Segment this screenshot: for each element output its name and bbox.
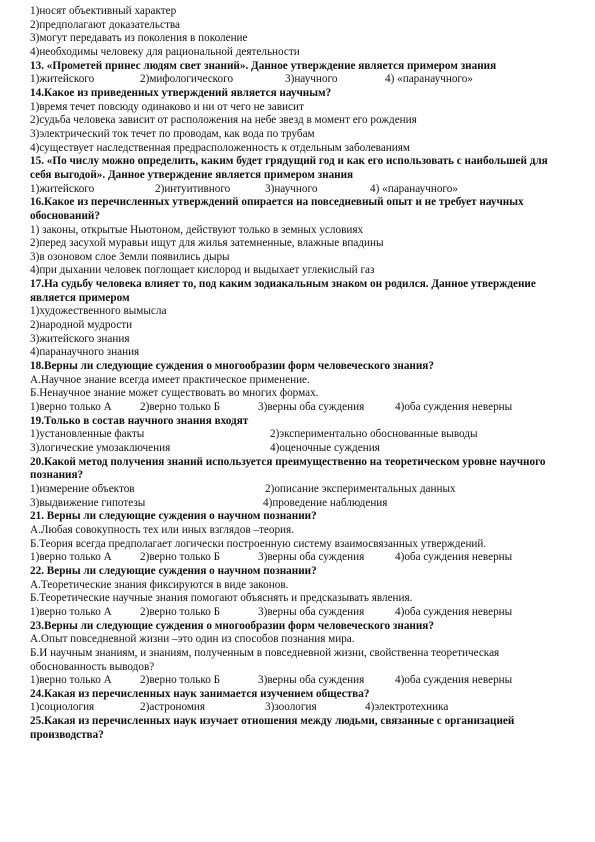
q16-option-1: 1) законы, открытые Ньютоном, действуют только в земных условиях bbox=[30, 223, 364, 236]
q14-option-3: 3)электрический ток течет по проводам, как вода по трубам bbox=[30, 127, 315, 140]
q21-options bbox=[30, 551, 570, 565]
q13-question: 13. «Прометей принес людям свет знаний». Данное утверждение является примером знания bbox=[30, 59, 497, 72]
q25-question-line-1: 25.Какая из перечисленных наук изучает отношения между людьми, связанные с организацией bbox=[30, 715, 515, 728]
q21-statement-a: А.Любая совокупность тех или иных взглядов –теория. bbox=[30, 523, 294, 536]
q24-option-3: 3)зоология bbox=[265, 701, 317, 714]
q15-options bbox=[30, 183, 570, 197]
q15-option-2: 2)интуитивного bbox=[155, 182, 231, 195]
q23-options bbox=[30, 674, 570, 688]
q13-option-4: 4) «паранаучного» bbox=[385, 73, 473, 86]
q20-options-row-1 bbox=[30, 483, 570, 497]
test-page bbox=[30, 5, 570, 742]
q22-options bbox=[30, 606, 570, 620]
q17-option-4: 4)паранаучного знания bbox=[30, 346, 140, 359]
q16-question-line-2: обоснований? bbox=[30, 209, 100, 222]
q15-option-3: 3)научного bbox=[265, 182, 318, 195]
q18-options bbox=[30, 401, 570, 415]
q25-question-line-2: производства? bbox=[30, 728, 104, 741]
q22-option-1: 1)верно только А bbox=[30, 605, 112, 618]
q19-option-2: 2)экспериментально обоснованные выводы bbox=[270, 428, 478, 441]
q21-option-4: 4)оба суждения неверны bbox=[395, 551, 513, 564]
q23-option-2: 2)верно только Б bbox=[140, 674, 221, 687]
q14-question: 14.Какое из приведенных утверждений является научным? bbox=[30, 86, 332, 99]
q21-statement-b: Б.Теория всегда предполагает логически построенную систему взаимосвязанных утверждений. bbox=[30, 537, 487, 550]
q15-option-4: 4) «паранаучного» bbox=[370, 182, 458, 195]
q15-question-line-1: 15. «По числу можно определить, каким будет грядущий год и как его использовать с наибольшей для bbox=[30, 155, 548, 168]
q22-option-2: 2)верно только Б bbox=[140, 605, 221, 618]
q21-question: 21. Верны ли следующие суждения о научном познании? bbox=[30, 510, 317, 523]
q22-question: 22. Верны ли следующие суждения о научном познании? bbox=[30, 564, 317, 577]
q23-option-3: 3)верны оба суждения bbox=[258, 674, 365, 687]
q13-option-2: 2)мифологического bbox=[140, 73, 234, 86]
q13-option-3: 3)научного bbox=[285, 73, 338, 86]
q24-options bbox=[30, 701, 570, 715]
q20-option-4: 4)проведение наблюдения bbox=[263, 496, 388, 509]
q19-options-row-1 bbox=[30, 428, 570, 442]
q22-statement-a: А.Теоретические знания фиксируются в виде законов. bbox=[30, 578, 289, 591]
q13-option-1: 1)житейского bbox=[30, 73, 95, 86]
q19-option-1: 1)установленные факты bbox=[30, 428, 145, 441]
q18-option-3: 3)верны оба суждения bbox=[258, 401, 365, 414]
q23-statement-a: А.Опыт повседневной жизни –это один из способов познания мира. bbox=[30, 633, 355, 646]
q20-question-line-2: познания? bbox=[30, 469, 84, 482]
q16-option-3: 3)в озоновом слое Земли появились дыры bbox=[30, 250, 230, 263]
q13-options bbox=[30, 73, 570, 87]
q16-question-line-1: 16.Какое из перечисленных утверждений опирается на повседневный опыт и не требует научных bbox=[30, 196, 524, 209]
q19-option-3: 3)логические умозаключения bbox=[30, 442, 171, 454]
q17-question-line-2: является примером bbox=[30, 291, 130, 304]
q23-statement-b-line-2: обоснованность выводов? bbox=[30, 660, 155, 673]
q18-question: 18.Верны ли следующие суждения о многообразии форм человеческого знания? bbox=[30, 360, 434, 373]
q23-statement-b-line-1: Б.И научным знаниям, и знаниям, полученным в повседневной жизни, свойственна теоретическая bbox=[30, 646, 500, 659]
q17-option-1: 1)художественного вымысла bbox=[30, 305, 167, 318]
q21-option-1: 1)верно только А bbox=[30, 551, 112, 564]
q18-statement-a: А.Научное знание всегда имеет практическое применение. bbox=[30, 373, 310, 386]
q14-option-1: 1)время течет повсюду одинаково и ни от чего не зависит bbox=[30, 100, 304, 113]
q22-option-4: 4)оба суждения неверны bbox=[395, 605, 513, 618]
q18-option-1: 1)верно только А bbox=[30, 401, 112, 414]
q17-option-2: 2)народной мудрости bbox=[30, 319, 133, 332]
q17-question-line-1: 17.На судьбу человека влияет то, под каким зодиакальным знаком он родился. Данное утверждение bbox=[30, 278, 536, 291]
q21-option-3: 3)верны оба суждения bbox=[258, 551, 365, 564]
q18-option-4: 4)оба суждения неверны bbox=[395, 401, 513, 414]
q23-option-4: 4)оба суждения неверны bbox=[395, 674, 513, 687]
q15-option-1: 1)житейского bbox=[30, 182, 95, 195]
q20-option-3: 3)выдвижение гипотезы bbox=[30, 496, 146, 509]
q22-statement-b: Б.Теоретические научные знания помогают объяснять и предсказывать явления. bbox=[30, 592, 413, 605]
q12-option-1: 1)носят объективный характер bbox=[30, 5, 177, 17]
q17-option-3: 3)житейского знания bbox=[30, 332, 130, 345]
q15-question-line-2: себя выгодой». Данное утверждение является примером знания bbox=[30, 168, 354, 181]
q12-option-4: 4)необходимы человеку для рациональной деятельности bbox=[30, 45, 300, 58]
q19-question: 19.Только в состав научного знания входят bbox=[30, 414, 249, 427]
q16-option-4: 4)при дыхании человек поглощает кислород и выдыхает углекислый газ bbox=[30, 264, 375, 277]
q24-option-4: 4)электротехника bbox=[365, 701, 449, 714]
q19-option-4: 4)оценочные суждения bbox=[270, 442, 380, 454]
q18-statement-b: Б.Ненаучное знание может существовать во многих формах. bbox=[30, 387, 319, 400]
q14-option-2: 2)судьба человека зависит от расположения на небе звезд в момент его рождения bbox=[30, 114, 417, 127]
q22-option-3: 3)верны оба суждения bbox=[258, 605, 365, 618]
q20-options-row-2 bbox=[30, 497, 570, 511]
q23-option-1: 1)верно только А bbox=[30, 674, 112, 687]
q18-option-2: 2)верно только Б bbox=[140, 401, 221, 414]
q14-option-4: 4)существует наследственная предрасположенность к отдельным заболеваниям bbox=[30, 141, 410, 154]
q16-option-2: 2)перед засухой муравьи ищут для жилья затемненные, влажные впадины bbox=[30, 237, 384, 250]
q23-question: 23.Верны ли следующие суждения о многообразии форм человеческого знания? bbox=[30, 619, 434, 632]
q24-question: 24.Какая из перечисленных наук занимается изучением общества? bbox=[30, 687, 370, 700]
q20-option-2: 2)описание экспериментальных данных bbox=[265, 482, 456, 495]
q20-option-1: 1)измерение объектов bbox=[30, 482, 135, 495]
q24-option-2: 2)астрономия bbox=[140, 701, 206, 714]
q24-option-1: 1)социология bbox=[30, 701, 95, 714]
q20-question-line-1: 20.Какой метод получения знаний используется преимущественно на теоретическом уровне научного bbox=[30, 455, 546, 468]
q12-option-3: 3)могут передавать из поколения в поколение bbox=[30, 32, 248, 45]
q12-option-2: 2)предполагают доказательства bbox=[30, 18, 180, 31]
q19-options-row-2 bbox=[30, 442, 570, 456]
q21-option-2: 2)верно только Б bbox=[140, 551, 221, 564]
